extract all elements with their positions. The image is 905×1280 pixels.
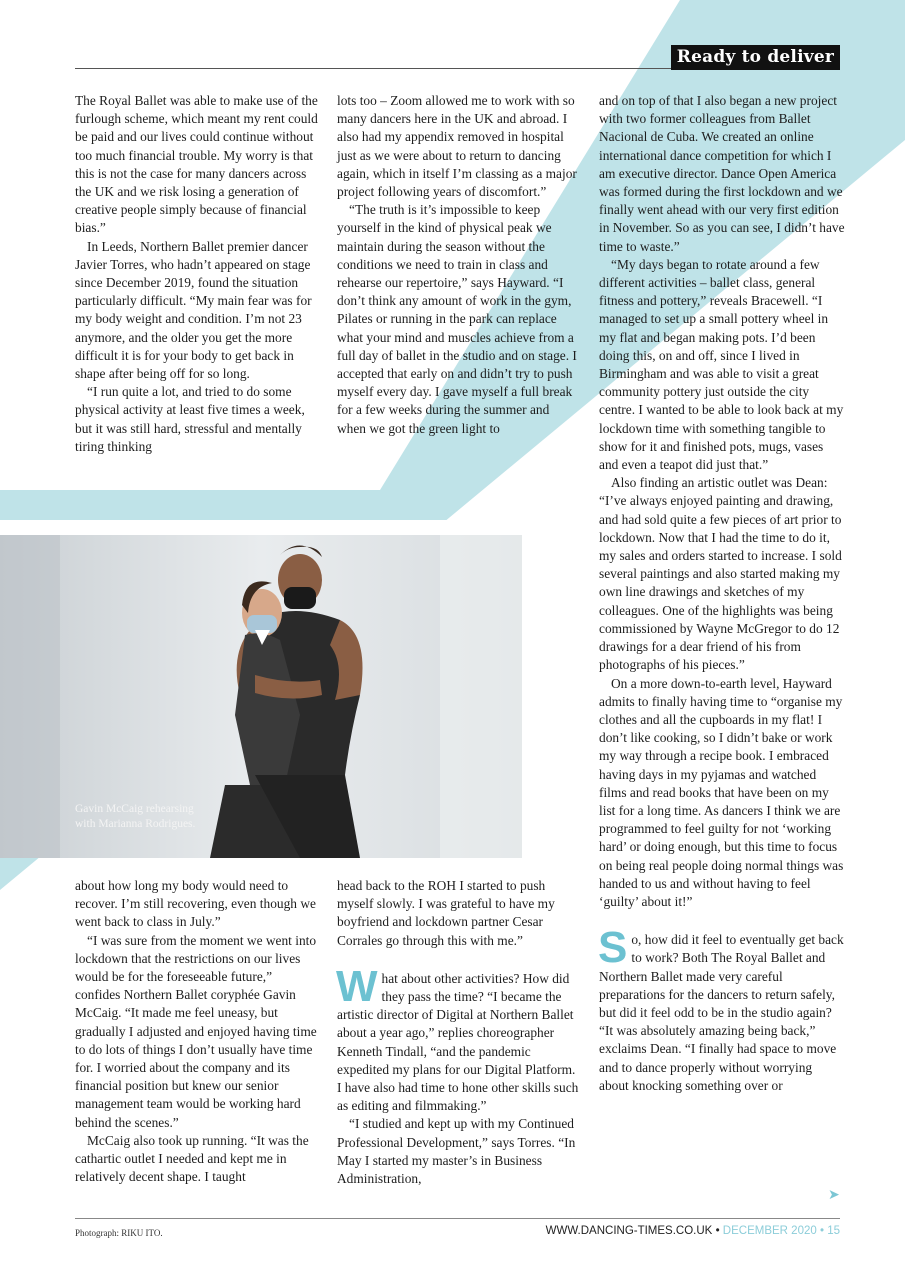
arrow-right-icon: ➤ <box>828 1187 840 1203</box>
paragraph: “My days began to rotate around a few different activities – ballet class, general fitness and pottery,” reveals Bracewell. “I managed to set up a small pottery wheel in my flat and began making pots. I’d been doing this, on and off, since I lived in Birmingham and was able to visit a great community pottery just outside the city centre. I wanted to be able to look back at my lockdown time with something tangible to show for it and finished pots, mugs, vases and even a teapot did just that.” <box>599 256 844 473</box>
paragraph-text: hat about other activities? How did they pass the time? “I became the artistic director of Digital at Northern Ballet about a year ago,” replies choreographer Kenneth Tindall, “and the pandemic expedited my plans for our Digital Platform. I have also had time to hone other skills such as editing and filmmaking.” <box>337 970 579 1114</box>
footer-rule <box>75 1218 840 1219</box>
photo-credit: Photograph: RIKU ITO. <box>75 1228 163 1238</box>
paragraph: “I studied and kept up with my Continued Professional Development,” says Torres. “In May I started my master’s in Business Administration, <box>337 1116 576 1187</box>
article-column-3 <box>599 92 845 1095</box>
footer-bullet: • <box>715 1225 720 1237</box>
paragraph: “I run quite a lot, and tried to do some physical activity at least five times a week, but it was still hard, stressful and mentally tiring thinking <box>75 384 305 454</box>
article-column-2-bottom <box>337 877 580 1188</box>
page-footer <box>546 1225 840 1237</box>
issue-date: DECEMBER 2020 <box>722 1225 817 1237</box>
paragraph: In Leeds, Northern Ballet premier dancer Javier Torres, who hadn’t appeared on stage since December 2019, found the situation particularly difficult. “My main fear was for my body weight and condition. I’m not 23 anymore, and the older you get the more difficult it is for your body to get back in shape after being off for so long. <box>75 238 312 382</box>
dropcap: S <box>598 923 628 973</box>
paragraph-with-dropcap <box>598 923 845 1095</box>
paragraph: The Royal Ballet was able to make use of the furlough scheme, which meant my rent could be paid and our lives could continue without too much financial trouble. My worry is that this is not the case for many dancers across the UK and we risk losing a generation of creative people simply because of financial bias.” <box>75 93 318 236</box>
section-label: Ready to deliver <box>671 45 840 70</box>
paragraph: On a more down-to-earth level, Hayward admits to finally having time to “organise my clothes and all the cupboards in my flat! I don’t like cooking, so I didn’t bake or work my way through a recipe book. I embraced having days in my pyjamas and watched films and read books that have been on my list for a long time. As dancers I think we are programmed to feel guilty for not ‘working hard’ or doing enough, but this time to focus on being real people doing normal things was handed to us and without having to feel ‘guilty’ about it!” <box>599 675 844 909</box>
paragraph: head back to the ROH I started to push myself slowly. I was grateful to have my boyfriend and lockdown partner Cesar Corrales go through this with me.” <box>337 878 555 948</box>
footer-bullet: • <box>819 1225 824 1237</box>
paragraph: “I was sure from the moment we went into lockdown that the restrictions on our lives would be for the foreseeable future,” confides Northern Ballet coryphée Gavin McCaig. “It made me feel uneasy, but gradually I adjusted and enjoyed having time to do lots of things I don’t usually have time for. I worried about the company and its financial position but knew our senior management team would be working hard behind the scenes.” <box>75 932 317 1130</box>
paragraph: Also finding an artistic outlet was Dean: “I’ve always enjoyed painting and drawing, and had sold quite a few pieces of art prior to lockdown. Now that I had the time to do it, my sales and orders started to increase. I sold several paintings and also started making my own line drawings and sketches of my colleagues. One of the highlights was being commissioned by Wayne McGregor to do 12 drawings for a dear friend of his from photographs of his pieces.” <box>599 475 842 673</box>
paragraph-with-dropcap <box>336 961 580 1116</box>
caption-line: with Marianna Rodrigues. <box>75 818 196 830</box>
article-column-1-bottom <box>75 877 318 1186</box>
paragraph: McCaig also took up running. “It was the cathartic outlet I needed and kept me in relatively decent shape. I taught <box>75 1132 309 1185</box>
paragraph-text: o, how did it feel to eventually get back to work? Both The Royal Ballet and Northern Ballet made very careful preparations for the dancers to return safely, but did it feel odd to be in the studio again? “It was absolutely amazing being back,” exclaims Dean. “I finally had space to move and to dance properly without worrying about knocking something over or <box>599 932 844 1093</box>
paragraph: about how long my body would need to recover. I’m still recovering, even though we went back to class in July.” <box>75 878 316 930</box>
dropcap: W <box>336 961 378 1011</box>
photo-caption <box>75 802 255 832</box>
paragraph: lots too – Zoom allowed me to work with so many dancers here in the UK and abroad. I also had my appendix removed in hospital just as we were about to return to dancing again, which in itself I’m classing as a major project following years of discomfort.” <box>337 93 577 200</box>
paragraph: and on top of that I also began a new project with two former colleagues from Ballet Nacional de Cuba. We created an online international dance competition for which I am executive director. Dance Open America was formed during the first lockdown and we finally went ahead with our very first edition in November. So as you can see, I didn’t have time to waste.” <box>599 93 845 254</box>
website-link[interactable]: WWW.DANCING-TIMES.CO.UK <box>545 1225 713 1237</box>
article-column-2-top <box>337 92 580 438</box>
article-column-1-top <box>75 92 318 456</box>
paragraph: “The truth is it’s impossible to keep yourself in the kind of physical peak we maintain during the season without the conditions we need to train in class and rehearse our repertoire,” says Hayward. “I don’t think any amount of work in the gym, Pilates or running in the park can replace what your mind and muscles achieve from a full day of ballet in the studio and on stage. I accepted that early on and didn’t try to push myself every day. I gave myself a full break for a few weeks during the summer and when we got the green light to <box>337 202 577 436</box>
page-number: 15 <box>827 1225 840 1237</box>
caption-line: Gavin McCaig rehearsing <box>75 803 194 815</box>
